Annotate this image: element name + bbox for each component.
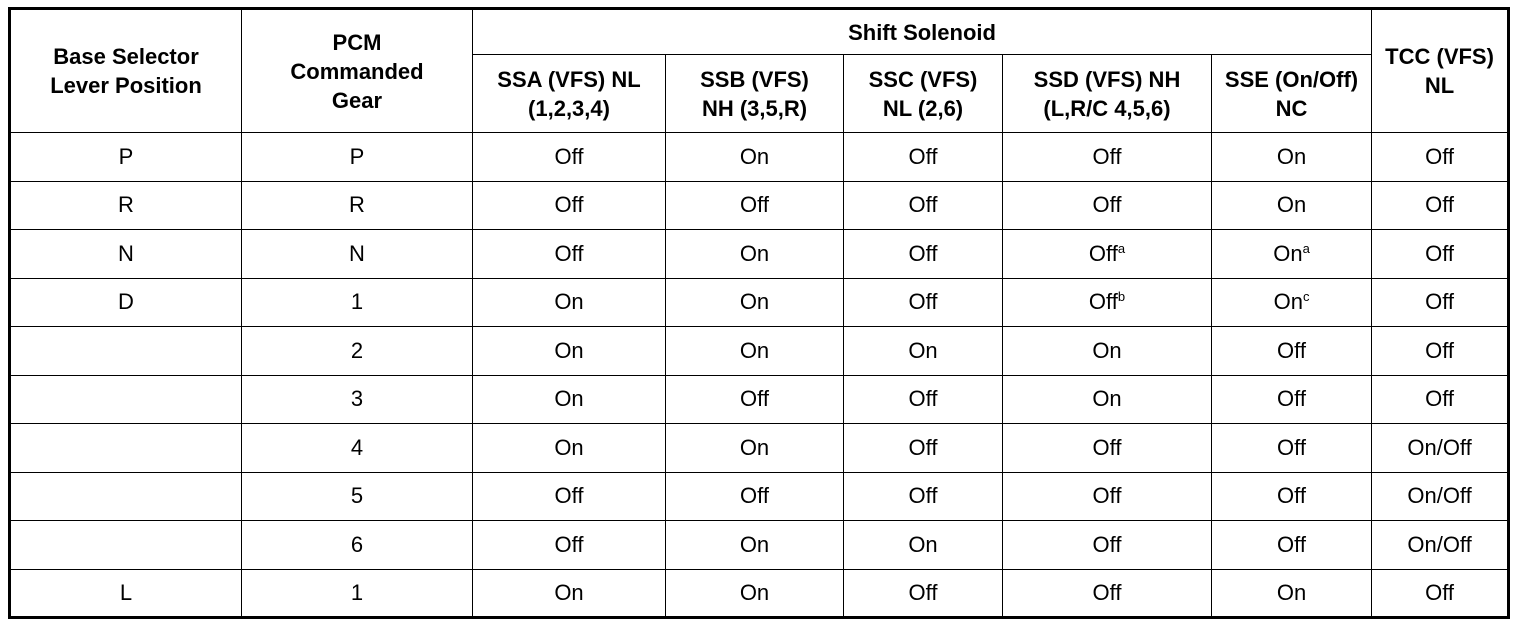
cell-ssd-value: Off [1088,240,1118,266]
cell-position [10,472,242,521]
cell-sse-value: On [1273,240,1303,266]
cell-position: N [10,230,242,279]
cell-sse [1212,133,1372,182]
cell-ssd [1003,133,1212,182]
cell-ssc: On [844,521,1003,570]
cell-position [10,424,242,473]
cell-ssd [1003,230,1212,279]
cell-ssa: Off [473,133,666,182]
cell-gear: P [242,133,473,182]
cell-sse-value: On [1276,143,1307,169]
cell-ssc: On [844,327,1003,376]
header-sse [1212,55,1372,133]
header-ssb [666,55,844,133]
shift-solenoid-table [8,7,1510,619]
cell-sse-value: On [1273,289,1303,315]
cell-gear: N [242,230,473,279]
cell-ssb: On [666,424,844,473]
cell-gear: 3 [242,375,473,424]
cell-sse-value: Off [1277,386,1306,412]
table-row [10,230,1509,279]
header-ssa-label: SSA (VFS) NL (1,2,3,4) [497,66,641,121]
cell-sse [1212,375,1372,424]
cell-ssd-value: Off [1092,192,1122,218]
cell-ssa: On [473,278,666,327]
header-tcc [1372,9,1509,133]
table-row [10,133,1509,182]
cell-ssa: On [473,327,666,376]
cell-ssd [1003,424,1212,473]
header-ssd [1003,55,1212,133]
cell-sse-value: Off [1277,337,1306,363]
cell-sse-value: On [1276,579,1307,605]
cell-ssd-value: On [1092,386,1122,412]
cell-ssd [1003,472,1212,521]
cell-position: D [10,278,242,327]
cell-ssc: Off [844,424,1003,473]
cell-ssd [1003,181,1212,230]
cell-ssb: On [666,133,844,182]
table-row [10,424,1509,473]
cell-sse-value: Off [1277,434,1306,460]
cell-ssb: Off [666,181,844,230]
cell-ssc: Off [844,472,1003,521]
header-pcm-gear [242,9,473,133]
cell-ssb: On [666,521,844,570]
cell-position [10,375,242,424]
cell-ssb: On [666,230,844,279]
cell-ssa: Off [473,521,666,570]
cell-ssd [1003,375,1212,424]
header-ssc-label: SSC (VFS) NL (2,6) [868,66,978,121]
cell-sse [1212,569,1372,618]
cell-ssc: Off [844,133,1003,182]
cell-position [10,521,242,570]
cell-ssa: Off [473,230,666,279]
cell-sse [1212,521,1372,570]
cell-sse-value: On [1276,192,1307,218]
cell-tcc: Off [1372,375,1509,424]
header-row-top [10,9,1509,55]
cell-position: L [10,569,242,618]
cell-ssd-value: Off [1092,531,1122,557]
table-row [10,472,1509,521]
cell-ssb: Off [666,375,844,424]
cell-position [10,327,242,376]
header-shift-solenoid [473,9,1372,55]
cell-gear: 1 [242,278,473,327]
cell-tcc: On/Off [1372,424,1509,473]
footnote-marker: a [1117,240,1126,256]
header-base-selector-label: Base Selector Lever Position [50,44,202,98]
cell-tcc: On/Off [1372,472,1509,521]
cell-tcc: Off [1372,230,1509,279]
cell-ssb: Off [666,472,844,521]
cell-ssd [1003,521,1212,570]
cell-position: R [10,181,242,230]
cell-sse [1212,230,1372,279]
cell-tcc: Off [1372,278,1509,327]
cell-tcc: Off [1372,569,1509,618]
cell-gear: 2 [242,327,473,376]
table-body [10,133,1509,618]
cell-gear: 6 [242,521,473,570]
cell-ssc: Off [844,375,1003,424]
cell-ssb: On [666,278,844,327]
cell-ssd-value: Off [1092,483,1122,509]
cell-gear: 4 [242,424,473,473]
cell-gear: 1 [242,569,473,618]
cell-tcc: On/Off [1372,521,1509,570]
table-row [10,521,1509,570]
cell-ssd [1003,327,1212,376]
cell-ssc: Off [844,569,1003,618]
cell-sse-value: Off [1277,531,1306,557]
table-row [10,569,1509,618]
header-tcc-label: TCC (VFS) NL [1385,44,1494,98]
cell-tcc: Off [1372,133,1509,182]
cell-ssa: On [473,569,666,618]
cell-sse-value: Off [1277,483,1306,509]
footnote-marker: a [1302,240,1310,256]
header-sse-label: SSE (On/Off) NC [1224,66,1359,121]
cell-position: P [10,133,242,182]
cell-sse [1212,424,1372,473]
cell-tcc: Off [1372,327,1509,376]
cell-ssc: Off [844,278,1003,327]
header-shift-solenoid-label: Shift Solenoid [848,19,996,45]
cell-gear: 5 [242,472,473,521]
cell-ssb: On [666,327,844,376]
cell-sse [1212,278,1372,327]
cell-gear: R [242,181,473,230]
cell-ssd [1003,569,1212,618]
table-row [10,327,1509,376]
header-base-selector [10,9,242,133]
cell-ssa: On [473,424,666,473]
cell-sse [1212,472,1372,521]
cell-sse [1212,327,1372,376]
table-row [10,181,1509,230]
table-row [10,375,1509,424]
header-ssb-label: SSB (VFS) NH (3,5,R) [700,66,809,121]
cell-ssc: Off [844,181,1003,230]
cell-ssd-value: Off [1092,434,1122,460]
cell-ssd [1003,278,1212,327]
cell-ssd-value: Off [1092,143,1122,169]
header-pcm-gear-label: PCM Commanded Gear [290,29,424,113]
cell-ssb: On [666,569,844,618]
table-header [10,9,1509,133]
cell-tcc: Off [1372,181,1509,230]
cell-sse [1212,181,1372,230]
cell-ssa: On [473,375,666,424]
cell-ssa: Off [473,181,666,230]
header-ssc [844,55,1003,133]
header-ssa [473,55,666,133]
footnote-marker: b [1117,289,1126,305]
header-ssd-label: SSD (VFS) NH (L,R/C 4,5,6) [1033,66,1181,121]
cell-ssc: Off [844,230,1003,279]
cell-ssa: Off [473,472,666,521]
footnote-marker: c [1302,289,1310,305]
cell-ssd-value: Off [1092,579,1122,605]
cell-ssd-value: On [1092,337,1122,363]
cell-ssd-value: Off [1088,289,1118,315]
table-row [10,278,1509,327]
